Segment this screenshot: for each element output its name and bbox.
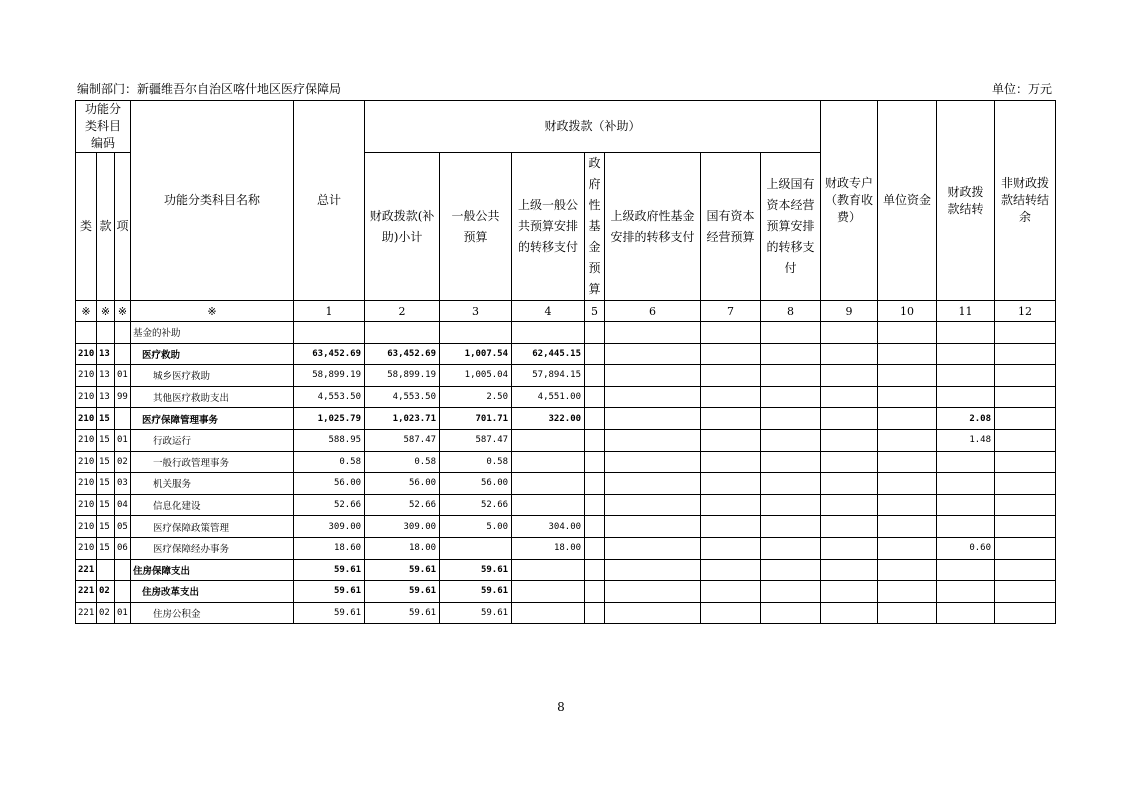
value-cell: 587.47 <box>440 429 512 451</box>
col-number: 1 <box>294 301 365 322</box>
header-func-code: 功能分类科目编码 <box>76 101 131 153</box>
value-cell <box>761 408 821 430</box>
value-cell <box>585 322 605 344</box>
value-cell: 63,452.69 <box>365 343 440 365</box>
page-number: 8 <box>557 700 565 714</box>
kuan-cell: 02 <box>97 581 115 603</box>
item-name-cell: 其他医疗救助支出 <box>131 386 294 408</box>
xiang-cell <box>115 581 131 603</box>
col-number: ※ <box>115 301 131 322</box>
header-upper-general: 上级一般公共预算安排的转移支付 <box>512 153 585 301</box>
xiang-cell: 02 <box>115 451 131 473</box>
item-name-cell: 医疗保障经办事务 <box>131 537 294 559</box>
value-cell <box>937 386 995 408</box>
value-cell <box>761 602 821 624</box>
table-row <box>76 516 1056 538</box>
value-cell <box>605 537 701 559</box>
value-cell <box>937 473 995 495</box>
kuan-cell: 15 <box>97 429 115 451</box>
header-unit-funds: 单位资金 <box>878 101 937 301</box>
col-number: 6 <box>605 301 701 322</box>
table-row <box>76 429 1056 451</box>
value-cell: 1,007.54 <box>440 343 512 365</box>
item-name-cell: 基金的补助 <box>131 322 294 344</box>
value-cell <box>512 322 585 344</box>
value-cell <box>821 581 878 603</box>
value-cell <box>821 473 878 495</box>
item-name-cell: 一般行政管理事务 <box>131 451 294 473</box>
lei-cell: 221 <box>76 559 97 581</box>
value-cell <box>995 581 1056 603</box>
value-cell <box>878 602 937 624</box>
value-cell <box>878 451 937 473</box>
value-cell <box>701 343 761 365</box>
value-cell <box>995 322 1056 344</box>
column-number-row <box>76 301 1056 322</box>
value-cell <box>605 581 701 603</box>
table-row <box>76 473 1056 495</box>
xiang-cell: 03 <box>115 473 131 495</box>
table-row <box>76 451 1056 473</box>
value-cell: 587.47 <box>365 429 440 451</box>
value-cell <box>821 602 878 624</box>
value-cell: 4,553.50 <box>365 386 440 408</box>
value-cell <box>821 343 878 365</box>
value-cell <box>821 429 878 451</box>
header-nonfiscal-carry: 非财政拨款结转结余 <box>995 101 1056 301</box>
value-cell <box>821 494 878 516</box>
value-cell: 56.00 <box>365 473 440 495</box>
value-cell <box>878 429 937 451</box>
lei-cell: 210 <box>76 365 97 387</box>
value-cell <box>878 559 937 581</box>
value-cell: 52.66 <box>440 494 512 516</box>
value-cell <box>605 429 701 451</box>
value-cell <box>701 559 761 581</box>
value-cell <box>512 473 585 495</box>
value-cell: 59.61 <box>440 602 512 624</box>
value-cell: 62,445.15 <box>512 343 585 365</box>
value-cell: 18.00 <box>512 537 585 559</box>
xiang-cell: 05 <box>115 516 131 538</box>
kuan-cell: 13 <box>97 386 115 408</box>
col-number: 10 <box>878 301 937 322</box>
item-name-cell: 医疗保障政策管理 <box>131 516 294 538</box>
value-cell <box>605 494 701 516</box>
value-cell: 304.00 <box>512 516 585 538</box>
value-cell: 59.61 <box>440 559 512 581</box>
value-cell: 1,005.04 <box>440 365 512 387</box>
value-cell <box>937 516 995 538</box>
value-cell: 1,023.71 <box>365 408 440 430</box>
item-name-cell: 住房改革支出 <box>131 581 294 603</box>
col-number: ※ <box>131 301 294 322</box>
item-name-cell: 行政运行 <box>131 429 294 451</box>
lei-cell: 221 <box>76 602 97 624</box>
value-cell <box>878 537 937 559</box>
value-cell <box>761 581 821 603</box>
value-cell <box>761 365 821 387</box>
value-cell <box>995 408 1056 430</box>
value-cell <box>761 343 821 365</box>
header-kuan: 款 <box>97 153 115 301</box>
value-cell <box>937 322 995 344</box>
lei-cell: 210 <box>76 343 97 365</box>
value-cell: 0.60 <box>937 537 995 559</box>
value-cell: 1.48 <box>937 429 995 451</box>
value-cell <box>605 451 701 473</box>
value-cell <box>440 537 512 559</box>
kuan-cell <box>97 322 115 344</box>
value-cell <box>701 386 761 408</box>
lei-cell: 210 <box>76 429 97 451</box>
value-cell <box>937 343 995 365</box>
value-cell <box>701 516 761 538</box>
value-cell <box>878 516 937 538</box>
value-cell <box>585 537 605 559</box>
value-cell: 18.60 <box>294 537 365 559</box>
value-cell: 58,899.19 <box>294 365 365 387</box>
lei-cell: 210 <box>76 408 97 430</box>
value-cell: 59.61 <box>294 602 365 624</box>
lei-cell: 210 <box>76 386 97 408</box>
value-cell: 59.61 <box>294 581 365 603</box>
value-cell <box>821 537 878 559</box>
value-cell <box>761 322 821 344</box>
xiang-cell <box>115 343 131 365</box>
xiang-cell: 01 <box>115 602 131 624</box>
col-number: 8 <box>761 301 821 322</box>
value-cell <box>995 451 1056 473</box>
kuan-cell: 15 <box>97 494 115 516</box>
xiang-cell: 01 <box>115 365 131 387</box>
value-cell <box>701 429 761 451</box>
value-cell <box>605 473 701 495</box>
header-upper-state-capital: 上级国有资本经营预算安排的转移支付 <box>761 153 821 301</box>
header-gov-fund: 政府性基金预算 <box>585 153 605 301</box>
table-row <box>76 343 1056 365</box>
value-cell: 2.08 <box>937 408 995 430</box>
value-cell <box>878 408 937 430</box>
value-cell <box>937 451 995 473</box>
value-cell <box>512 494 585 516</box>
value-cell: 701.71 <box>440 408 512 430</box>
value-cell <box>761 559 821 581</box>
table-row <box>76 602 1056 624</box>
value-cell: 56.00 <box>440 473 512 495</box>
lei-cell: 210 <box>76 537 97 559</box>
value-cell <box>605 365 701 387</box>
value-cell <box>512 602 585 624</box>
value-cell <box>995 429 1056 451</box>
value-cell <box>701 581 761 603</box>
xiang-cell: 99 <box>115 386 131 408</box>
value-cell <box>878 473 937 495</box>
kuan-cell: 13 <box>97 365 115 387</box>
xiang-cell <box>115 322 131 344</box>
col-number: ※ <box>97 301 115 322</box>
value-cell <box>995 602 1056 624</box>
header-general-budget: 一般公共预算 <box>440 153 512 301</box>
kuan-cell: 15 <box>97 516 115 538</box>
value-cell <box>605 343 701 365</box>
value-cell <box>701 537 761 559</box>
value-cell <box>585 343 605 365</box>
xiang-cell <box>115 559 131 581</box>
value-cell: 58,899.19 <box>365 365 440 387</box>
kuan-cell: 13 <box>97 343 115 365</box>
table-row <box>76 386 1056 408</box>
col-number: 4 <box>512 301 585 322</box>
value-cell <box>585 386 605 408</box>
value-cell: 59.61 <box>365 602 440 624</box>
table-body <box>76 322 1056 624</box>
value-cell <box>995 494 1056 516</box>
kuan-cell: 15 <box>97 451 115 473</box>
value-cell <box>878 386 937 408</box>
value-cell <box>878 343 937 365</box>
value-cell: 59.61 <box>365 559 440 581</box>
header-state-capital: 国有资本经营预算 <box>701 153 761 301</box>
kuan-cell: 15 <box>97 473 115 495</box>
value-cell <box>937 581 995 603</box>
item-name-cell: 住房保障支出 <box>131 559 294 581</box>
table-row <box>76 322 1056 344</box>
col-number: 5 <box>585 301 605 322</box>
table-row <box>76 581 1056 603</box>
lei-cell <box>76 322 97 344</box>
value-cell <box>701 322 761 344</box>
value-cell <box>761 386 821 408</box>
value-cell <box>585 451 605 473</box>
value-cell: 63,452.69 <box>294 343 365 365</box>
value-cell <box>605 602 701 624</box>
table-row <box>76 365 1056 387</box>
value-cell <box>605 408 701 430</box>
xiang-cell: 04 <box>115 494 131 516</box>
table-row <box>76 559 1056 581</box>
value-cell <box>995 537 1056 559</box>
value-cell <box>761 451 821 473</box>
item-name-cell: 城乡医疗救助 <box>131 365 294 387</box>
value-cell: 57,894.15 <box>512 365 585 387</box>
value-cell: 18.00 <box>365 537 440 559</box>
value-cell <box>701 408 761 430</box>
kuan-cell: 15 <box>97 537 115 559</box>
value-cell <box>585 365 605 387</box>
value-cell <box>585 581 605 603</box>
value-cell <box>937 494 995 516</box>
value-cell <box>821 365 878 387</box>
lei-cell: 210 <box>76 494 97 516</box>
table-row <box>76 537 1056 559</box>
xiang-cell: 06 <box>115 537 131 559</box>
value-cell <box>701 451 761 473</box>
col-number: 12 <box>995 301 1056 322</box>
item-name-cell: 信息化建设 <box>131 494 294 516</box>
value-cell <box>821 322 878 344</box>
col-number: 2 <box>365 301 440 322</box>
value-cell <box>585 602 605 624</box>
item-name-cell: 医疗救助 <box>131 343 294 365</box>
value-cell <box>585 473 605 495</box>
kuan-cell: 15 <box>97 408 115 430</box>
value-cell <box>995 386 1056 408</box>
header-upper-gov-fund: 上级政府性基金安排的转移支付 <box>605 153 701 301</box>
value-cell <box>761 516 821 538</box>
value-cell <box>995 343 1056 365</box>
kuan-cell: 02 <box>97 602 115 624</box>
header-total: 总计 <box>294 101 365 301</box>
kuan-cell <box>97 559 115 581</box>
value-cell <box>761 537 821 559</box>
value-cell <box>585 516 605 538</box>
value-cell <box>585 429 605 451</box>
value-cell <box>512 581 585 603</box>
value-cell <box>605 559 701 581</box>
value-cell <box>761 494 821 516</box>
value-cell <box>512 451 585 473</box>
value-cell <box>995 473 1056 495</box>
header-xiang: 项 <box>115 153 131 301</box>
item-name-cell: 医疗保障管理事务 <box>131 408 294 430</box>
col-number: 7 <box>701 301 761 322</box>
col-number: 9 <box>821 301 878 322</box>
table-row <box>76 494 1056 516</box>
header-lei: 类 <box>76 153 97 301</box>
value-cell <box>821 408 878 430</box>
value-cell <box>701 494 761 516</box>
col-number: 3 <box>440 301 512 322</box>
value-cell: 59.61 <box>365 581 440 603</box>
item-name-cell: 住房公积金 <box>131 602 294 624</box>
value-cell <box>701 365 761 387</box>
col-number: 11 <box>937 301 995 322</box>
lei-cell: 210 <box>76 451 97 473</box>
xiang-cell <box>115 408 131 430</box>
value-cell <box>294 322 365 344</box>
value-cell: 52.66 <box>365 494 440 516</box>
item-name-cell: 机关服务 <box>131 473 294 495</box>
budget-table <box>75 100 1056 624</box>
value-cell: 59.61 <box>440 581 512 603</box>
value-cell <box>605 386 701 408</box>
table-row <box>76 408 1056 430</box>
value-cell: 4,553.50 <box>294 386 365 408</box>
header-fiscal-group: 财政拨款（补助） <box>365 101 821 153</box>
value-cell: 0.58 <box>440 451 512 473</box>
value-cell: 56.00 <box>294 473 365 495</box>
header-func-name: 功能分类科目名称 <box>131 101 294 301</box>
value-cell <box>701 473 761 495</box>
header-fiscal-carry: 财政拨款结转 <box>937 101 995 301</box>
value-cell: 2.50 <box>440 386 512 408</box>
value-cell: 5.00 <box>440 516 512 538</box>
value-cell <box>512 429 585 451</box>
value-cell <box>512 559 585 581</box>
value-cell <box>605 516 701 538</box>
value-cell <box>821 451 878 473</box>
header-fiscal-subtotal: 财政拨款(补助)小计 <box>365 153 440 301</box>
value-cell: 59.61 <box>294 559 365 581</box>
value-cell: 322.00 <box>512 408 585 430</box>
value-cell <box>585 408 605 430</box>
value-cell <box>995 559 1056 581</box>
value-cell <box>585 559 605 581</box>
header-special: 财政专户（教育收费） <box>821 101 878 301</box>
value-cell <box>878 494 937 516</box>
value-cell: 4,551.00 <box>512 386 585 408</box>
value-cell <box>821 516 878 538</box>
value-cell <box>440 322 512 344</box>
value-cell <box>585 494 605 516</box>
value-cell <box>878 365 937 387</box>
value-cell <box>701 602 761 624</box>
value-cell: 0.58 <box>294 451 365 473</box>
value-cell <box>937 559 995 581</box>
value-cell <box>878 581 937 603</box>
value-cell: 0.58 <box>365 451 440 473</box>
value-cell: 309.00 <box>365 516 440 538</box>
value-cell: 309.00 <box>294 516 365 538</box>
value-cell <box>937 365 995 387</box>
value-cell <box>821 386 878 408</box>
value-cell <box>995 516 1056 538</box>
value-cell <box>761 429 821 451</box>
unit-label: 单位：万元 <box>991 82 1052 96</box>
value-cell <box>878 322 937 344</box>
lei-cell: 221 <box>76 581 97 603</box>
value-cell <box>365 322 440 344</box>
value-cell <box>821 559 878 581</box>
lei-cell: 210 <box>76 516 97 538</box>
value-cell <box>937 602 995 624</box>
value-cell <box>605 322 701 344</box>
department-label: 编制部门：新疆维吾尔自治区喀什地区医疗保障局 <box>77 82 342 96</box>
value-cell <box>995 365 1056 387</box>
value-cell <box>761 473 821 495</box>
xiang-cell: 01 <box>115 429 131 451</box>
lei-cell: 210 <box>76 473 97 495</box>
value-cell: 588.95 <box>294 429 365 451</box>
value-cell: 52.66 <box>294 494 365 516</box>
col-number: ※ <box>76 301 97 322</box>
value-cell: 1,025.79 <box>294 408 365 430</box>
